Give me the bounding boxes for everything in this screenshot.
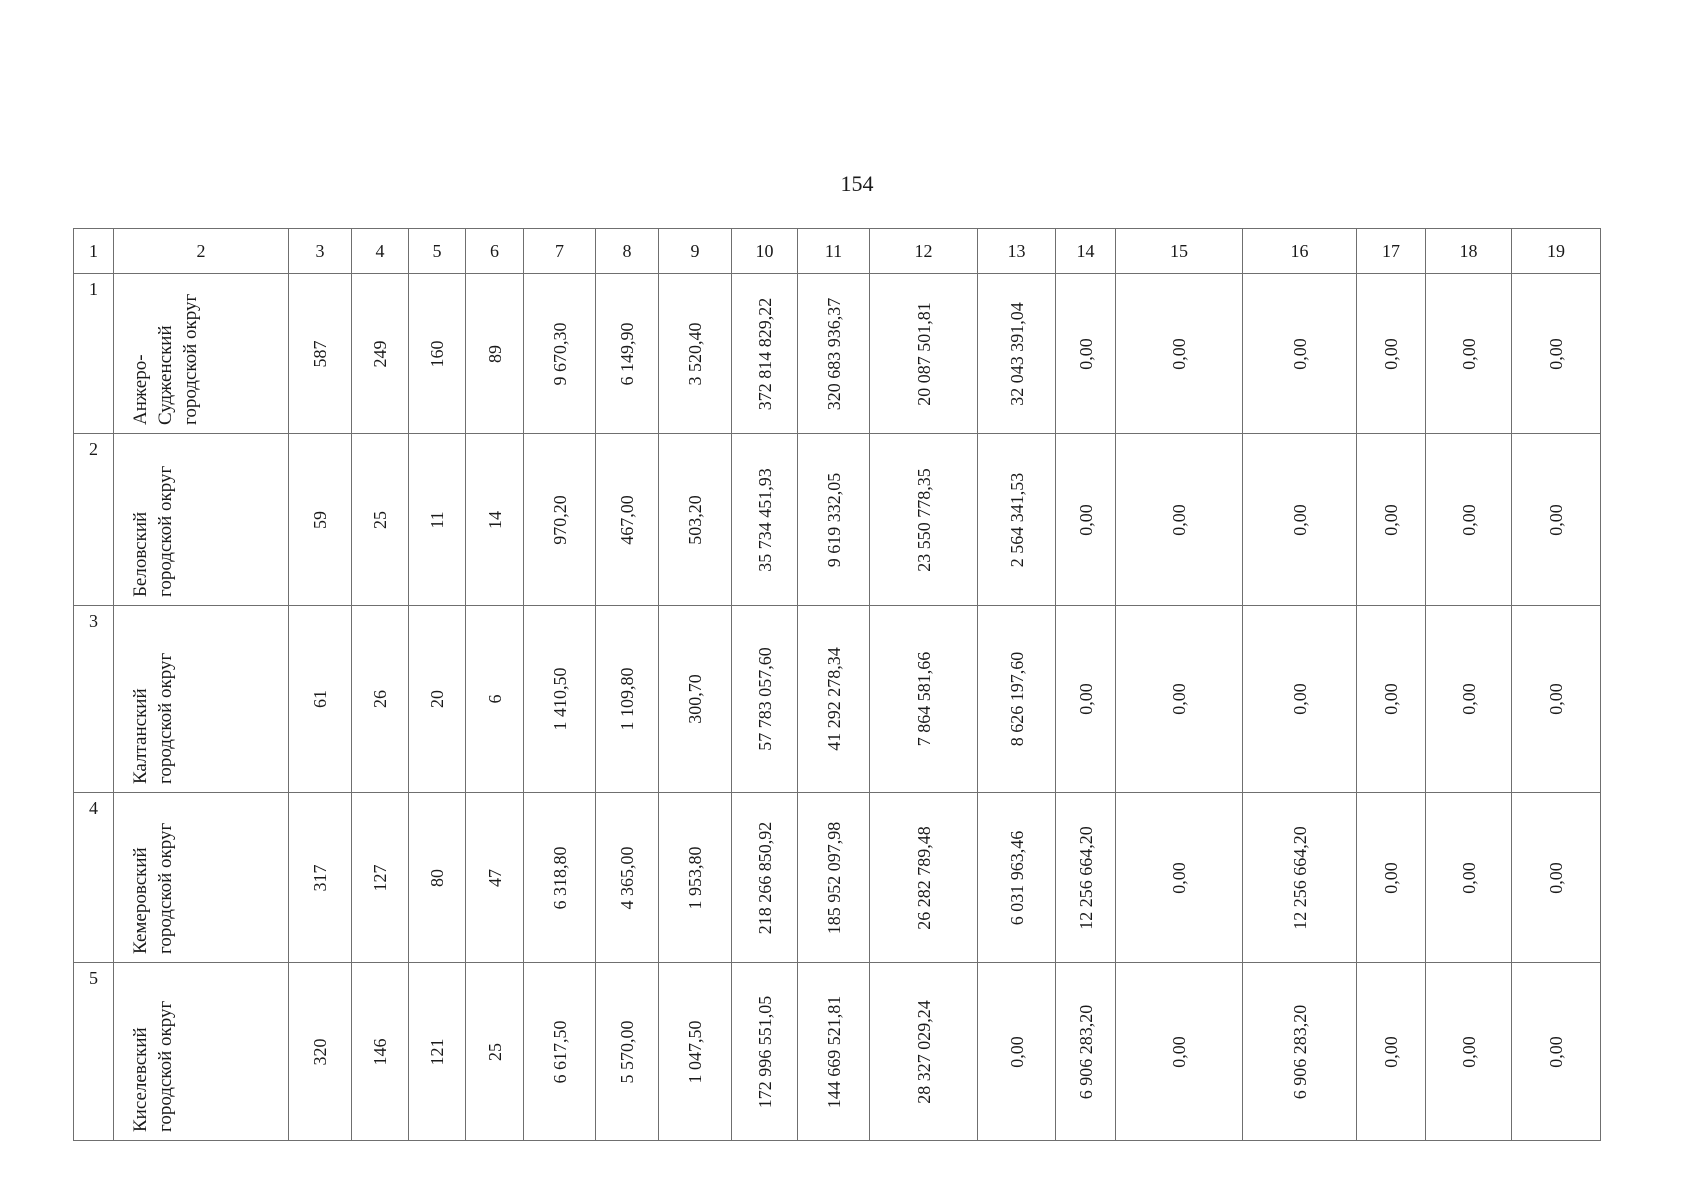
column-header-12: 12 [870, 229, 978, 274]
cell-value: 0,00 [1458, 1035, 1479, 1068]
value-cell-col-7 [524, 793, 596, 963]
cell-value: 0,00 [1169, 861, 1189, 894]
value-cell-col-7 [524, 963, 596, 1141]
value-cell-col-16 [1243, 606, 1357, 793]
cell-value: 6 149,90 [617, 322, 637, 385]
cell-value: 57 783 057,60 [754, 647, 775, 751]
column-header-19: 19 [1512, 229, 1601, 274]
value-cell-col-11 [798, 963, 870, 1141]
cell-value: 5 570,00 [617, 1020, 637, 1083]
cell-value: 0,00 [1289, 337, 1310, 370]
municipality-name: Кемеровский городской округ [130, 822, 176, 954]
cell-value: 3 520,40 [685, 322, 705, 385]
cell-value: 317 [310, 864, 330, 891]
value-cell-col-12 [870, 274, 978, 434]
cell-value: 0,00 [1381, 861, 1401, 894]
cell-value: 0,00 [1546, 861, 1566, 894]
value-cell-col-6 [466, 606, 524, 793]
value-cell-col-10 [732, 606, 798, 793]
cell-value: 172 996 551,05 [754, 995, 775, 1108]
value-cell-col-4 [352, 274, 409, 434]
value-cell-col-3 [289, 793, 352, 963]
table-body [74, 274, 1601, 1141]
value-cell-col-8 [596, 793, 659, 963]
value-cell-col-3 [289, 606, 352, 793]
cell-value: 300,70 [685, 674, 705, 724]
table-row [74, 606, 1601, 793]
value-cell-col-16 [1243, 274, 1357, 434]
column-header-18: 18 [1426, 229, 1512, 274]
value-cell-col-6 [466, 434, 524, 606]
value-cell-col-19 [1512, 274, 1601, 434]
row-number: 3 [89, 611, 98, 631]
row-number: 2 [89, 439, 98, 459]
cell-value: 0,00 [1458, 861, 1479, 894]
value-cell-col-17 [1357, 274, 1426, 434]
cell-value: 160 [427, 340, 447, 367]
cell-value: 6 906 283,20 [1075, 1004, 1096, 1099]
table-row [74, 963, 1601, 1141]
cell-value: 20 [427, 690, 447, 708]
cell-value: 2 564 341,53 [1006, 472, 1027, 567]
value-cell-col-19 [1512, 434, 1601, 606]
value-cell-col-11 [798, 434, 870, 606]
cell-value: 61 [310, 690, 330, 708]
value-cell-col-7 [524, 434, 596, 606]
header-row [74, 229, 1601, 274]
cell-value: 1 953,80 [685, 846, 705, 909]
cell-value: 14 [484, 510, 505, 529]
row-number: 1 [89, 279, 98, 299]
column-header-1: 1 [74, 229, 114, 274]
value-cell-col-17 [1357, 606, 1426, 793]
column-header-5: 5 [409, 229, 466, 274]
row-number-cell [74, 963, 114, 1141]
municipality-name: Беловский городской округ [130, 465, 176, 597]
cell-value: 1 047,50 [685, 1020, 705, 1083]
cell-value: 26 282 789,48 [913, 825, 934, 930]
column-header-14: 14 [1056, 229, 1116, 274]
cell-value: 41 292 278,34 [823, 647, 844, 751]
value-cell-col-17 [1357, 963, 1426, 1141]
municipality-cell [114, 606, 289, 793]
column-header-7: 7 [524, 229, 596, 274]
cell-value: 20 087 501,81 [913, 301, 934, 406]
cell-value: 970,20 [549, 494, 570, 545]
row-number-cell [74, 274, 114, 434]
value-cell-col-9 [659, 274, 732, 434]
value-cell-col-18 [1426, 793, 1512, 963]
value-cell-col-17 [1357, 793, 1426, 963]
data-table [73, 228, 1601, 1141]
table-row [74, 793, 1601, 963]
cell-value: 47 [484, 868, 505, 887]
row-number: 5 [89, 968, 98, 988]
cell-value: 1 109,80 [617, 667, 637, 731]
cell-value: 320 683 936,37 [823, 297, 844, 410]
value-cell-col-9 [659, 434, 732, 606]
value-cell-col-16 [1243, 434, 1357, 606]
value-cell-col-5 [409, 606, 466, 793]
cell-value: 0,00 [1381, 503, 1401, 536]
municipality-name: Киселевский городской округ [130, 1000, 176, 1132]
cell-value: 0,00 [1458, 503, 1479, 536]
value-cell-col-13 [978, 793, 1056, 963]
municipality-cell [114, 434, 289, 606]
value-cell-col-12 [870, 963, 978, 1141]
cell-value: 0,00 [1006, 1035, 1027, 1068]
value-cell-col-12 [870, 793, 978, 963]
value-cell-col-11 [798, 274, 870, 434]
column-header-6: 6 [466, 229, 524, 274]
cell-value: 9 619 332,05 [823, 472, 844, 567]
cell-value: 372 814 829,22 [754, 297, 775, 410]
cell-value: 25 [370, 510, 390, 529]
cell-value: 9 670,30 [549, 322, 570, 385]
municipality-cell [114, 793, 289, 963]
column-header-8: 8 [596, 229, 659, 274]
value-cell-col-15 [1116, 606, 1243, 793]
value-cell-col-11 [798, 606, 870, 793]
value-cell-col-6 [466, 963, 524, 1141]
value-cell-col-18 [1426, 606, 1512, 793]
cell-value: 4 365,00 [617, 846, 637, 909]
value-cell-col-6 [466, 274, 524, 434]
value-cell-col-12 [870, 434, 978, 606]
value-cell-col-4 [352, 793, 409, 963]
cell-value: 0,00 [1546, 683, 1566, 715]
municipality-cell [114, 274, 289, 434]
cell-value: 146 [370, 1038, 390, 1065]
value-cell-col-18 [1426, 434, 1512, 606]
column-header-2: 2 [114, 229, 289, 274]
value-cell-col-15 [1116, 793, 1243, 963]
value-cell-col-14 [1056, 793, 1116, 963]
value-cell-col-4 [352, 434, 409, 606]
cell-value: 0,00 [1546, 503, 1566, 536]
cell-value: 0,00 [1169, 683, 1189, 715]
value-cell-col-7 [524, 606, 596, 793]
cell-value: 0,00 [1381, 683, 1401, 715]
cell-value: 587 [310, 340, 330, 367]
column-header-15: 15 [1116, 229, 1243, 274]
value-cell-col-13 [978, 606, 1056, 793]
value-cell-col-12 [870, 606, 978, 793]
cell-value: 25 [484, 1042, 505, 1061]
row-number-cell [74, 793, 114, 963]
column-header-9: 9 [659, 229, 732, 274]
cell-value: 11 [427, 510, 447, 529]
value-cell-col-11 [798, 793, 870, 963]
cell-value: 7 864 581,66 [913, 651, 934, 747]
value-cell-col-13 [978, 963, 1056, 1141]
cell-value: 503,20 [685, 494, 705, 545]
municipality-cell [114, 963, 289, 1141]
table-row [74, 274, 1601, 434]
cell-value: 249 [370, 340, 390, 367]
cell-value: 121 [427, 1038, 447, 1065]
value-cell-col-14 [1056, 963, 1116, 1141]
value-cell-col-9 [659, 793, 732, 963]
value-cell-col-18 [1426, 274, 1512, 434]
cell-value: 6 318,80 [549, 846, 570, 909]
cell-value: 0,00 [1075, 337, 1096, 370]
value-cell-col-8 [596, 963, 659, 1141]
cell-value: 0,00 [1546, 1035, 1566, 1068]
value-cell-col-5 [409, 793, 466, 963]
value-cell-col-9 [659, 606, 732, 793]
value-cell-col-13 [978, 434, 1056, 606]
value-cell-col-14 [1056, 434, 1116, 606]
cell-value: 6 [484, 694, 505, 704]
cell-value: 0,00 [1289, 683, 1310, 715]
table-row [74, 434, 1601, 606]
value-cell-col-3 [289, 434, 352, 606]
value-cell-col-5 [409, 963, 466, 1141]
value-cell-col-15 [1116, 274, 1243, 434]
value-cell-col-16 [1243, 963, 1357, 1141]
column-header-11: 11 [798, 229, 870, 274]
cell-value: 1 410,50 [549, 667, 570, 731]
value-cell-col-5 [409, 434, 466, 606]
value-cell-col-10 [732, 434, 798, 606]
value-cell-col-13 [978, 274, 1056, 434]
value-cell-col-3 [289, 274, 352, 434]
value-cell-col-8 [596, 606, 659, 793]
column-header-3: 3 [289, 229, 352, 274]
cell-value: 0,00 [1169, 503, 1189, 536]
value-cell-col-17 [1357, 434, 1426, 606]
cell-value: 0,00 [1458, 683, 1479, 715]
value-cell-col-19 [1512, 606, 1601, 793]
cell-value: 8 626 197,60 [1006, 651, 1027, 747]
value-cell-col-7 [524, 274, 596, 434]
cell-value: 32 043 391,04 [1006, 301, 1027, 406]
value-cell-col-3 [289, 963, 352, 1141]
column-header-10: 10 [732, 229, 798, 274]
page-number: 154 [840, 171, 874, 196]
cell-value: 26 [370, 690, 390, 708]
value-cell-col-10 [732, 274, 798, 434]
value-cell-col-14 [1056, 606, 1116, 793]
cell-value: 0,00 [1381, 337, 1401, 370]
cell-value: 28 327 029,24 [913, 999, 934, 1104]
cell-value: 59 [310, 510, 330, 529]
cell-value: 35 734 451,93 [754, 467, 775, 572]
cell-value: 0,00 [1381, 1035, 1401, 1068]
municipality-name: Калтанский городской округ [130, 652, 176, 784]
cell-value: 127 [370, 864, 390, 891]
value-cell-col-8 [596, 274, 659, 434]
column-header-17: 17 [1357, 229, 1426, 274]
value-cell-col-19 [1512, 963, 1601, 1141]
cell-value: 89 [484, 344, 505, 363]
value-cell-col-8 [596, 434, 659, 606]
value-cell-col-18 [1426, 963, 1512, 1141]
value-cell-col-10 [732, 793, 798, 963]
value-cell-col-15 [1116, 963, 1243, 1141]
cell-value: 12 256 664,20 [1075, 825, 1096, 930]
column-header-13: 13 [978, 229, 1056, 274]
municipality-name: Анжеро-Судженский городской округ [130, 293, 201, 425]
value-cell-col-4 [352, 963, 409, 1141]
cell-value: 12 256 664,20 [1289, 825, 1310, 930]
column-header-16: 16 [1243, 229, 1357, 274]
cell-value: 467,00 [617, 494, 637, 545]
cell-value: 0,00 [1169, 337, 1189, 370]
cell-value: 0,00 [1458, 337, 1479, 370]
cell-value: 0,00 [1289, 503, 1310, 536]
cell-value: 0,00 [1169, 1035, 1189, 1068]
cell-value: 6 617,50 [549, 1020, 570, 1083]
value-cell-col-19 [1512, 793, 1601, 963]
value-cell-col-16 [1243, 793, 1357, 963]
cell-value: 0,00 [1075, 683, 1096, 715]
cell-value: 0,00 [1546, 337, 1566, 370]
cell-value: 23 550 778,35 [913, 467, 934, 572]
cell-value: 6 031 963,46 [1006, 830, 1027, 925]
cell-value: 320 [310, 1038, 330, 1065]
cell-value: 218 266 850,92 [754, 821, 775, 934]
value-cell-col-10 [732, 963, 798, 1141]
value-cell-col-9 [659, 963, 732, 1141]
row-number: 4 [89, 798, 98, 818]
cell-value: 0,00 [1075, 503, 1096, 536]
value-cell-col-5 [409, 274, 466, 434]
row-number-cell [74, 606, 114, 793]
cell-value: 80 [427, 868, 447, 887]
cell-value: 6 906 283,20 [1289, 1004, 1310, 1099]
value-cell-col-6 [466, 793, 524, 963]
cell-value: 185 952 097,98 [823, 821, 844, 934]
value-cell-col-14 [1056, 274, 1116, 434]
value-cell-col-4 [352, 606, 409, 793]
column-header-4: 4 [352, 229, 409, 274]
value-cell-col-15 [1116, 434, 1243, 606]
cell-value: 144 669 521,81 [823, 995, 844, 1108]
row-number-cell [74, 434, 114, 606]
